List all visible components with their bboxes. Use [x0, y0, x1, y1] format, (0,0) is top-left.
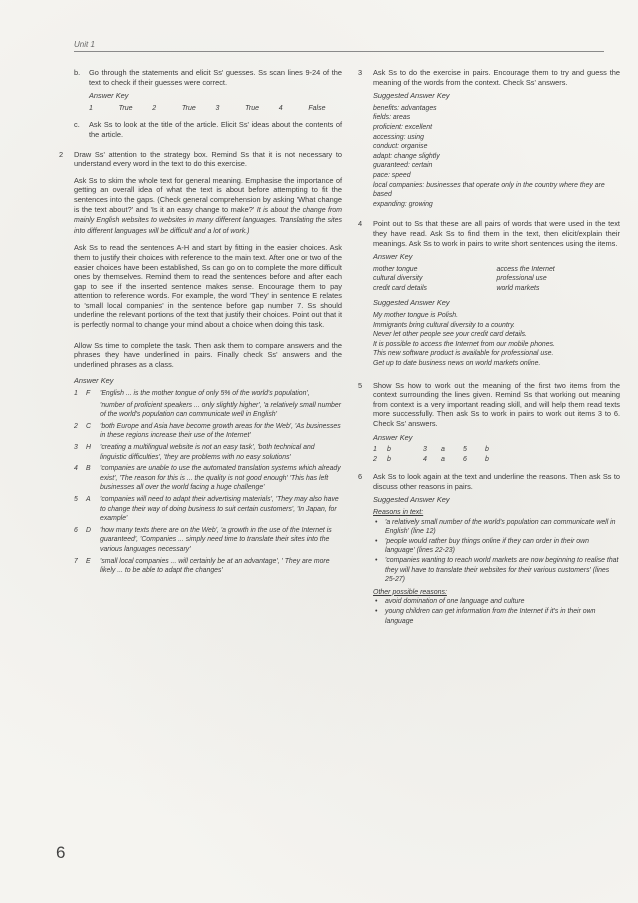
paragraph: Allow Ss time to complete the task. Then ask them to compare answers and the phrases they have underlined in pairs. Finally check Ss' answers and the underlined phrases as a class.	[74, 340, 342, 369]
answer-line: adapt: change slightly	[373, 152, 440, 160]
grid-cell: 5	[463, 446, 467, 454]
sentence: It is possible to access the Internet from our mobile phones.	[373, 340, 555, 348]
grid-cell: 6	[463, 456, 467, 464]
sentence: Get up to date business news on world markets online.	[373, 360, 541, 368]
step-text: Go through the statements and elicit Ss' guesses. Ss scan lines 9-24 of the text to check if their guesses were correct.	[89, 68, 342, 87]
answer-letter: H	[86, 444, 91, 451]
header-rule	[74, 51, 604, 52]
reasons-list	[373, 508, 620, 626]
step-c	[74, 120, 342, 139]
answer-key-title: Suggested Answer Key	[373, 495, 450, 505]
answer-text: 'number of proficient speakers ... only slightly higher', 'a relatively small number of the world's population can communicate well in English'	[100, 401, 342, 419]
answer-key-title: Answer Key	[373, 432, 413, 442]
answer-text: 'small local companies ... will certainly be at an advantage', ' They are more likely ... to be able to adapt the changes'	[100, 557, 330, 575]
answer-text: 'English ... is the mother tongue of only 5% of the world's population',	[100, 390, 310, 398]
sentence: Immigrants bring cultural diversity to a country.	[373, 321, 515, 329]
answer-text: 'how many texts there are on the Web', 'a growth in the use of the Internet is guaranteed', 'Companies ... simply need time to translate their sites into the various languages necessary'	[100, 526, 332, 553]
answer-line: conduct: organise	[373, 143, 428, 151]
answer-key-list	[74, 389, 342, 576]
answer-line: guaranteed: certain	[373, 162, 433, 170]
grid-cell: a	[441, 456, 445, 464]
exercise-3	[358, 68, 620, 209]
sentence: This new software product is available for professional use.	[373, 350, 554, 358]
step-text: Ask Ss to look at the title of the article. Elicit Ss' ideas about the contents of the article.	[89, 120, 342, 139]
grid-cell: a	[441, 446, 445, 454]
exercise-number: 6	[358, 472, 363, 482]
answer-grid	[373, 445, 620, 465]
word-pair: mother tongue	[373, 265, 418, 273]
word-pair: credit card details	[373, 284, 428, 292]
word-pair: world markets	[496, 284, 540, 292]
paragraph-text: Ask Ss to skim the whole text for general meaning. Emphasise the importance of getting an overall idea of what the text is about before attempting to fit the sentences into the gaps. (Check general comprehension by asking 'What change is the text about?' and 'Is it an easy change to make?'	[74, 175, 342, 214]
answer-letter: D	[86, 526, 91, 534]
answer-letter: A	[86, 495, 91, 503]
paragraph-italic: It is about the change from mainly English websites to websites in many different languages. Translating the sites into different languages will be difficult and a lot of work.)	[74, 206, 343, 235]
answer-value: True	[245, 104, 259, 112]
answer-line: pace: speed	[373, 171, 411, 179]
left-column	[59, 68, 343, 583]
answer-row	[74, 401, 342, 420]
answer-number: 4	[278, 104, 283, 112]
step-b	[74, 68, 342, 113]
answer-number: 7	[74, 557, 78, 565]
answer-number: 4	[74, 465, 78, 473]
grid-cell	[405, 445, 423, 455]
exercise-number: 2	[59, 149, 64, 159]
answer-line: expanding: growing	[373, 200, 433, 208]
grid-cell	[405, 455, 423, 465]
answer-key-title: Answer Key	[89, 91, 129, 101]
reason-item: • 'companies wanting to reach world markets are now beginning to realise that they will have to translate their websites for their various customers' (lines 25-27)	[373, 556, 620, 585]
answer-value: True	[118, 104, 133, 112]
answer-text: 'companies are unable to use the automated translation systems which already exist', 'The reason for this is ... the quality is not good enough' 'This has left businesses all over the world facing a huge challenge'	[100, 465, 341, 492]
paragraph: Draw Ss' attention to the strategy box. Remind Ss that it is not necessary to understand every word in the text to do this exercise.	[74, 149, 342, 169]
grid-cell: 1	[373, 446, 377, 454]
reason-item: • 'a relatively small number of the world's population can communicate well in English' (line 12)	[373, 518, 620, 537]
other-reasons-title: Other possible reasons:	[373, 588, 447, 596]
sentence: Never let other people see your credit card details.	[373, 331, 527, 339]
answer-number: 3	[215, 104, 220, 112]
grid-cell: b	[485, 446, 489, 454]
answer-number: 1	[74, 390, 78, 398]
answer-letter: E	[86, 557, 91, 565]
step-number: b.	[74, 68, 81, 77]
word-pairs	[373, 265, 620, 294]
answer-line: local companies: businesses that operate only in the country where they are based	[373, 181, 605, 199]
reason-item: • avoid domination of one language and culture	[373, 597, 620, 607]
answer-row	[74, 557, 342, 576]
answer-number: 6	[74, 526, 78, 534]
exercise-4	[358, 219, 620, 368]
paragraph: Point out to Ss that these are all pairs of words that were used in the text they have read. Ask Ss to find them in the text, then elicit/explain their meanings. Ask Ss to work in pairs to write short sentences using the items.	[373, 219, 620, 248]
grid-cell: b	[387, 456, 391, 464]
answer-number	[74, 401, 86, 420]
answer-line: fields: areas	[373, 114, 411, 122]
paragraph: Show Ss how to work out the meaning of the first two items from the context surrounding the lines given. Remind Ss that working out meaning from context is a very important reading skill, and will help them read texts more successfully. Then ask Ss to work in pairs to work out items 3 to 6. Check Ss' answers.	[373, 380, 620, 428]
reasons-title: Reasons in text:	[373, 508, 424, 516]
answer-number: 5	[74, 495, 78, 503]
answer-key-title: Suggested Answer Key	[373, 91, 450, 101]
answer-letter: F	[86, 390, 91, 398]
word-pair: access the Internet	[496, 265, 555, 273]
paragraph	[74, 176, 342, 237]
answer-row	[74, 464, 342, 493]
answer-number: 1	[89, 104, 93, 112]
grid-cell: 3	[423, 446, 427, 454]
answer-number: 3	[74, 444, 78, 451]
word-pair: professional use	[496, 275, 547, 283]
unit-label: Unit 1	[74, 40, 95, 49]
grid-cell: 2	[373, 456, 377, 464]
sentence-list	[373, 311, 620, 369]
answer-key-title: Answer Key	[74, 376, 114, 386]
sentence: My mother tongue is Polish.	[373, 312, 459, 320]
paragraph: Ask Ss to do the exercise in pairs. Encourage them to try and guess the meaning of the words from the context. Check Ss' answers.	[373, 68, 620, 87]
step-number: c.	[74, 120, 80, 130]
answer-number: 2	[74, 422, 78, 430]
exercise-6	[358, 472, 620, 626]
exercise-2	[59, 150, 342, 576]
paragraph: Ask Ss to look again at the text and underline the reasons. Then ask Ss to discuss other reasons in pairs.	[373, 472, 620, 491]
answer-value: False	[308, 104, 326, 112]
reason-item: • 'people would rather buy things online if they can order in their own language' (lines 22-23)	[373, 537, 620, 556]
answer-text: 'companies will need to adapt their advertising materials', 'They may also have to change their way of doing business to suit certain customers', 'In Japan, for example'	[100, 495, 339, 523]
exercise-number: 4	[358, 219, 363, 229]
answer-text: 'both Europe and Asia have become growth areas for the Web', 'As businesses in these regions increase their use of the Internet'	[100, 422, 341, 440]
exercise-5	[358, 381, 620, 466]
answer-key-title: Suggested Answer Key	[373, 298, 450, 308]
answer-line: accessing: using	[373, 133, 424, 141]
answer-letter	[86, 401, 100, 420]
answer-letter: B	[86, 465, 91, 473]
answer-line: proficient: excellent	[373, 123, 432, 131]
answer-line: benefits: advantages	[373, 104, 437, 112]
answer-number: 2	[152, 104, 157, 112]
answer-key-title: Answer Key	[373, 252, 413, 262]
true-false-answers	[89, 104, 342, 114]
answer-letter: C	[86, 422, 91, 430]
answer-text: 'creating a multilingual website is not an easy task', 'both technical and linguistic difficulties', 'they are problems with no easy solutions'	[100, 444, 315, 461]
grid-cell: b	[387, 446, 391, 454]
answer-value: True	[181, 104, 196, 112]
grid-cell: 4	[423, 456, 427, 464]
answer-key-list	[373, 104, 620, 210]
exercise-number: 3	[358, 68, 363, 77]
answer-row	[74, 495, 342, 524]
answer-row	[74, 443, 342, 462]
right-column	[358, 68, 620, 633]
paragraph: Ask Ss to read the sentences A-H and start by fitting in the easier choices. Ask them to justify their choices with reference to the main text. After one or two of the easier choices have been established, Ss can go on to complete the more difficult ones by themselves. Remind them to read the sentences before and after each gap to see if the inserted sentence makes sense. Encourage them to pay attention to reference words. For example, the word 'They' in sentence E relates to 'small local companies' in the sentence before gap number 7. Ss should underline the relevant portions of the text that justify their choices. Point out that it is perfectly normal to change your mind about a choice when doing this task.	[74, 243, 342, 330]
answer-row	[74, 389, 342, 399]
answer-row	[74, 526, 342, 555]
grid-cell: b	[485, 456, 489, 464]
word-pair: cultural diversity	[373, 275, 423, 283]
answer-row	[74, 422, 342, 441]
exercise-number: 5	[358, 380, 363, 390]
reason-item: • young children can get information from the Internet if it's in their own language	[373, 607, 620, 626]
page-number: 6	[56, 843, 66, 862]
